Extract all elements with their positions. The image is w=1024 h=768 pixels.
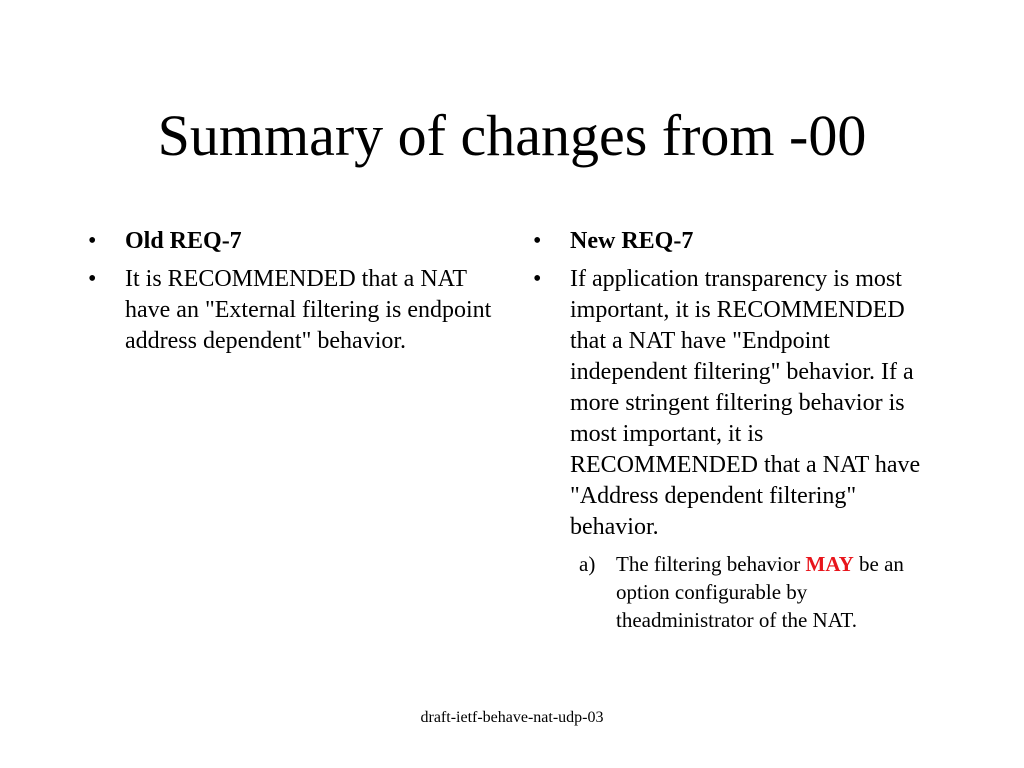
bullet-icon: • — [88, 266, 97, 292]
new-req-heading: New REQ-7 — [570, 228, 694, 254]
old-req-text: It is RECOMMENDED that a NAT have an "External filtering is endpoint address dependent" behavior. — [125, 266, 492, 354]
sub-item-marker: a) — [579, 552, 596, 576]
right-column — [533, 226, 943, 634]
old-req-heading: Old REQ-7 — [125, 228, 242, 254]
bullet-icon: • — [533, 228, 542, 254]
sub-item-text-before: The filtering behavior — [616, 552, 806, 576]
bullet-item-new-req-heading — [533, 226, 943, 257]
bullet-item-old-req-heading — [88, 226, 508, 257]
sub-item-emphasis: MAY — [805, 552, 854, 576]
slide-footer: draft-ietf-behave-nat-udp-03 — [420, 709, 604, 726]
sub-item-a — [579, 550, 943, 634]
bullet-icon: • — [533, 266, 542, 292]
bullet-icon: • — [88, 228, 97, 254]
left-column — [88, 226, 508, 364]
sub-item-text-after: be an option configurable by theadministrator of the NAT. — [616, 552, 904, 632]
bullet-item-old-req-text — [88, 264, 508, 357]
slide-title: Summary of changes from -00 — [157, 103, 867, 168]
new-req-text: If application transparency is most important, it is RECOMMENDED that a NAT have "Endpoint independent filtering" behavior. If a more stringent filtering behavior is most important, it is RECOMMENDED that a NAT have "Address dependent filtering" behavior. — [570, 266, 921, 540]
bullet-item-new-req-text — [533, 264, 943, 543]
